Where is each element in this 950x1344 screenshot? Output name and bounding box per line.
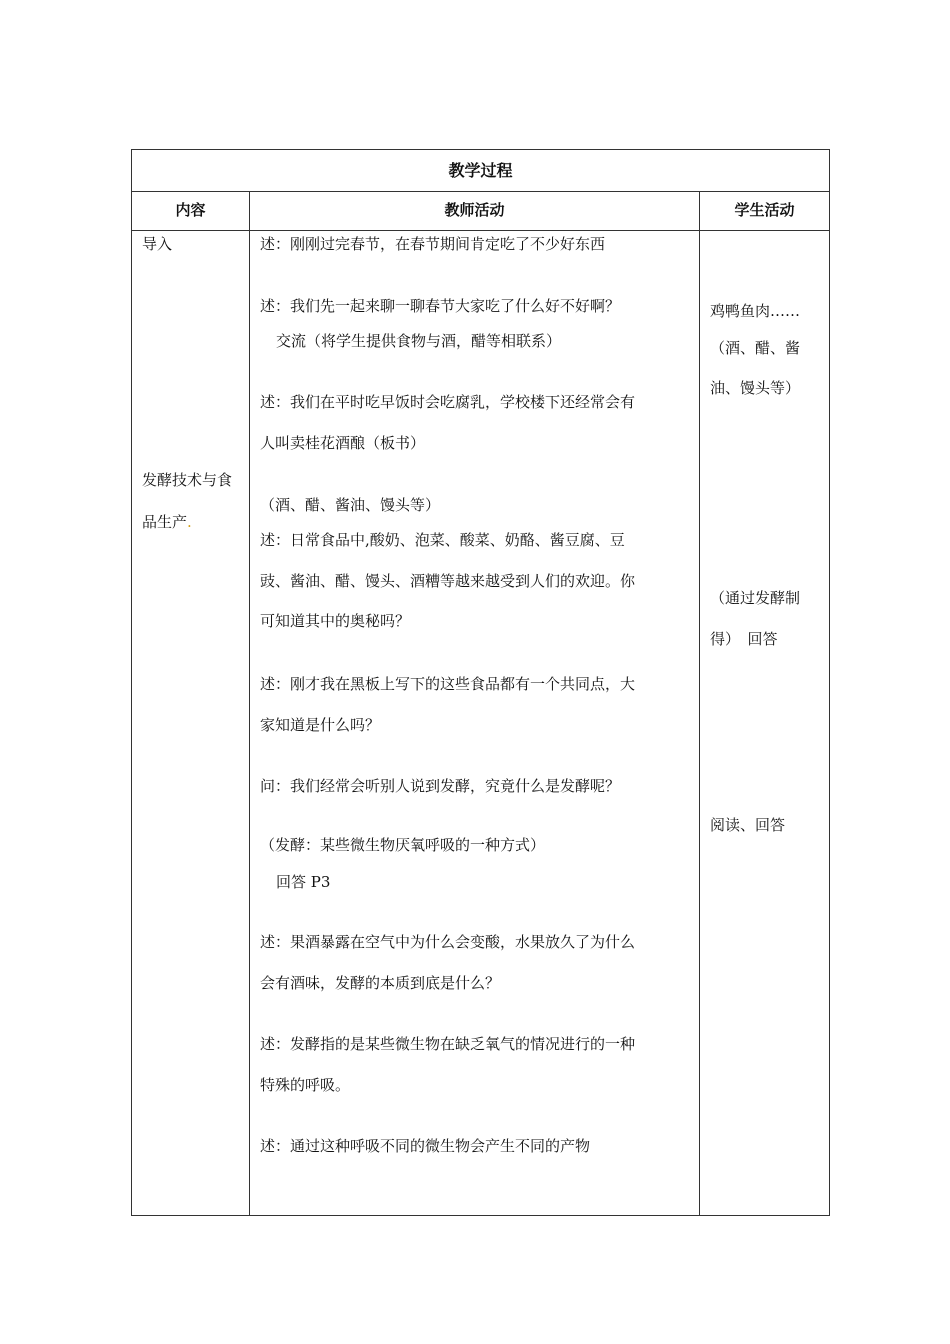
student-line: 油、馒头等） <box>710 379 801 397</box>
teacher-line: （酒、醋、酱油、馒头等） <box>260 496 441 514</box>
teacher-line: 述：我们先一起来聊一聊春节大家吃了什么好不好啊？ <box>260 297 621 315</box>
content-intro: 导入 <box>142 235 173 253</box>
teacher-line: 述：刚才我在黑板上写下的这些食品都有一个共同点，大 <box>260 675 636 693</box>
teacher-line: 述：发酵指的是某些微生物在缺乏氧气的情况进行的一种 <box>260 1035 636 1053</box>
teacher-line: 可知道其中的奥秘吗？ <box>260 612 411 630</box>
teacher-line: 回答 P3 <box>276 873 331 891</box>
teacher-line: 述：通过这种呼吸不同的微生物会产生不同的产物 <box>260 1137 591 1155</box>
content-topic-line2: 品生产. <box>142 513 192 531</box>
teacher-line: 问：我们经常会听别人说到发酵，究竟什么是发酵呢？ <box>260 777 621 795</box>
teacher-line: 述：刚刚过完春节，在春节期间肯定吃了不少好东西 <box>260 235 606 253</box>
teacher-line: 述：日常食品中,酸奶、泡菜、酸菜、奶酪、酱豆腐、豆 <box>260 531 625 549</box>
row-divider <box>132 230 829 231</box>
header-teacher-activity: 教师活动 <box>444 201 505 219</box>
teacher-line: 家知道是什么吗？ <box>260 716 381 734</box>
student-line: 阅读、回答 <box>710 816 786 834</box>
student-line: （酒、醋、酱 <box>710 339 801 357</box>
teacher-line: （发酵：某些微生物厌氧呼吸的一种方式） <box>260 836 546 854</box>
student-line: 得） 回答 <box>710 630 778 648</box>
annotation-mark: . <box>187 513 192 531</box>
teacher-line: 述：果酒暴露在空气中为什么会变酸，水果放久了为什么 <box>260 933 636 951</box>
teacher-line: 特殊的呼吸。 <box>260 1076 351 1094</box>
header-student-activity: 学生活动 <box>734 201 795 219</box>
table-title: 教学过程 <box>448 161 513 180</box>
teacher-line: 人叫卖桂花酒酿（板书） <box>260 434 426 452</box>
column-divider <box>249 191 250 1215</box>
teacher-line: 豉、酱油、醋、馒头、酒糟等越来越受到人们的欢迎。你 <box>260 572 636 590</box>
student-line: （通过发酵制 <box>710 589 801 607</box>
teacher-line: 交流（将学生提供食物与酒，醋等相联系） <box>276 332 562 350</box>
column-divider <box>699 191 700 1215</box>
content-topic-line1: 发酵技术与食 <box>142 471 233 489</box>
teacher-line: 会有酒味，发酵的本质到底是什么？ <box>260 974 501 992</box>
header-content: 内容 <box>175 201 206 219</box>
student-line: 鸡鸭鱼肉…… <box>710 302 801 320</box>
teacher-line: 述：我们在平时吃早饭时会吃腐乳，学校楼下还经常会有 <box>260 393 636 411</box>
teaching-process-table <box>131 149 830 1216</box>
